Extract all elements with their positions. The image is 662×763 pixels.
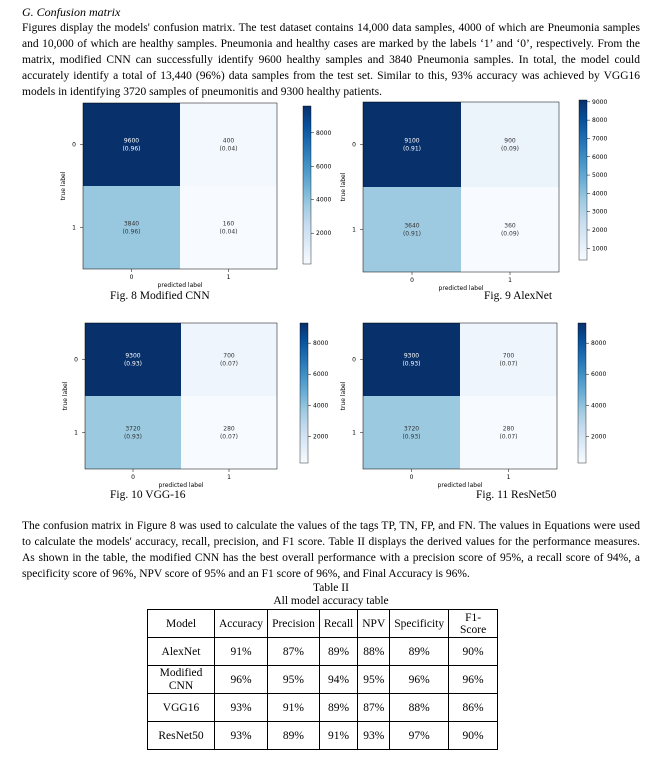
y-tick-label: 0 xyxy=(72,141,76,149)
header-cell: Specificity xyxy=(390,610,449,638)
cell-ratio-label: (0.04) xyxy=(219,145,238,153)
colorbar xyxy=(300,323,308,463)
header-cell: F1-Score xyxy=(449,610,498,638)
colorbar-tick-label: 4000 xyxy=(313,402,329,410)
cell-ratio-label: (0.07) xyxy=(219,360,239,368)
colorbar-tick-label: 6000 xyxy=(591,371,607,379)
table-cell: 93% xyxy=(215,722,268,750)
table-cell: AlexNet xyxy=(148,638,215,666)
x-tick-label: 0 xyxy=(129,274,134,281)
colorbar-tick-label: 2000 xyxy=(316,230,332,238)
cell-count-label: 360 xyxy=(504,222,516,230)
cell-count-label: 280 xyxy=(223,425,235,433)
cell-ratio-label: (0.96) xyxy=(122,228,141,236)
table-cell: 93% xyxy=(215,694,268,722)
colorbar-tick-label: 6000 xyxy=(592,153,608,161)
table-row xyxy=(148,694,498,722)
table-cell: 88% xyxy=(390,694,449,722)
colorbar-tick-label: 2000 xyxy=(591,433,607,441)
cell-count-label: 9600 xyxy=(123,137,140,145)
y-axis-label: true label xyxy=(340,172,347,202)
x-axis-label: predicted label xyxy=(158,482,204,489)
table-cell: 90% xyxy=(449,638,498,666)
intro-paragraph: Figures display the models' confusion matrix. The test dataset contains 14,000 data samples, 4000 of which are Pneumonia samples and 10,000 of which are healthy samples. Pneumonia and healthy cases are marked by the labels ‘1’ and ‘0’, respectively. From the matrix, modified CNN can successfully identify 9600 healthy samples and 3840 Pneumonia samples. In total, the model could accurately identify a total of 13,440 (96%) data samples from the test set. Similar to this, 93% accuracy was achieved by VGG16 models in identifying 3720 samples of pneumonitis and 9300 healthy patients. xyxy=(22,22,640,98)
colorbar-tick-label: 2000 xyxy=(313,433,329,441)
colorbar-tick-label: 9000 xyxy=(592,98,608,106)
matrix-cell xyxy=(85,396,181,469)
colorbar xyxy=(579,100,587,260)
cell-count-label: 400 xyxy=(222,137,235,145)
confusion-matrix-resnet50 xyxy=(333,318,608,490)
table-cell: 91% xyxy=(215,638,268,666)
confusion-matrix-alexnet xyxy=(333,98,608,292)
cell-count-label: 9100 xyxy=(404,137,420,145)
colorbar-tick-label: 8000 xyxy=(313,340,329,348)
x-tick-label: 1 xyxy=(508,277,512,284)
colorbar-tick-label: 6000 xyxy=(316,163,332,171)
colorbar-tick-label: 2000 xyxy=(592,226,608,234)
matrix-cell xyxy=(180,186,277,269)
cell-ratio-label: (0.93) xyxy=(123,433,143,441)
cell-ratio-label: (0.09) xyxy=(500,145,520,153)
cell-ratio-label: (0.93) xyxy=(402,360,421,368)
matrix-cell xyxy=(85,323,181,396)
x-tick-label: 1 xyxy=(506,474,511,481)
colorbar-tick-label: 4000 xyxy=(592,190,608,198)
colorbar-tick-label: 7000 xyxy=(592,135,608,143)
cell-ratio-label: (0.04) xyxy=(219,228,238,236)
header-cell: Model xyxy=(148,610,215,638)
x-tick-label: 0 xyxy=(131,474,135,481)
table-cell: 96% xyxy=(449,666,498,694)
cell-ratio-label: (0.91) xyxy=(402,145,422,153)
matrix-cell xyxy=(461,102,559,187)
header-cell: Accuracy xyxy=(215,610,268,638)
table-cell: 97% xyxy=(390,722,449,750)
cell-count-label: 160 xyxy=(222,220,235,228)
table-cell: 89% xyxy=(390,638,449,666)
table-row xyxy=(148,722,498,750)
y-tick-label: 1 xyxy=(74,429,78,437)
cell-count-label: 900 xyxy=(504,137,516,145)
table-cell: 86% xyxy=(449,694,498,722)
table-cell: 96% xyxy=(390,666,449,694)
colorbar xyxy=(578,323,586,463)
matrix-cell xyxy=(181,323,277,396)
matrix-cell xyxy=(363,187,461,272)
cell-ratio-label: (0.09) xyxy=(500,230,520,238)
cell-count-label: 700 xyxy=(502,352,515,360)
cell-ratio-label: (0.07) xyxy=(219,433,239,441)
cell-ratio-label: (0.07) xyxy=(499,433,518,441)
x-tick-label: 0 xyxy=(409,474,414,481)
table-cell: 89% xyxy=(319,694,357,722)
figure-caption: Fig. 11 ResNet50 xyxy=(476,489,557,501)
table-row xyxy=(148,666,498,694)
header-cell: NPV xyxy=(358,610,390,638)
table-cell: Modified CNN xyxy=(148,666,215,694)
cell-count-label: 700 xyxy=(223,352,235,360)
x-tick-label: 1 xyxy=(226,274,231,281)
table-cell: 87% xyxy=(268,638,320,666)
matrix-cell xyxy=(181,396,277,469)
cell-count-label: 280 xyxy=(502,425,515,433)
x-tick-label: 0 xyxy=(410,277,414,284)
matrix-cell xyxy=(180,103,277,186)
table-cell: 90% xyxy=(449,722,498,750)
y-tick-label: 0 xyxy=(352,141,356,149)
y-tick-label: 0 xyxy=(352,356,356,364)
matrix-cell xyxy=(363,396,460,469)
y-tick-label: 1 xyxy=(352,226,356,234)
matrix-cell xyxy=(460,396,557,469)
colorbar-tick-label: 8000 xyxy=(316,129,332,137)
table-cell: 93% xyxy=(358,722,390,750)
table-cell: 96% xyxy=(215,666,268,694)
cell-ratio-label: (0.91) xyxy=(402,230,422,238)
y-tick-label: 0 xyxy=(74,356,78,364)
header-cell: Precision xyxy=(268,610,320,638)
matrix-cell xyxy=(363,102,461,187)
table-cell: 91% xyxy=(319,722,357,750)
table-cell: 95% xyxy=(358,666,390,694)
figure-caption: Fig. 10 VGG-16 xyxy=(110,489,186,501)
section-heading: G. Confusion matrix xyxy=(22,5,121,19)
cell-count-label: 3840 xyxy=(123,220,140,228)
table-cell: 95% xyxy=(268,666,320,694)
matrix-cell xyxy=(363,323,460,396)
figure-caption: Fig. 8 Modified CNN xyxy=(110,290,210,302)
cell-ratio-label: (0.93) xyxy=(402,433,421,441)
table-cell: 89% xyxy=(268,722,320,750)
cell-ratio-label: (0.07) xyxy=(499,360,518,368)
colorbar-tick-label: 8000 xyxy=(592,117,608,125)
colorbar-tick-label: 5000 xyxy=(592,172,608,180)
x-axis-label: predicted label xyxy=(157,282,203,289)
matrix-cell xyxy=(460,323,557,396)
matrix-cell xyxy=(83,186,180,269)
table-cell: 91% xyxy=(268,694,320,722)
cell-count-label: 3720 xyxy=(125,425,141,433)
table-cell: 87% xyxy=(358,694,390,722)
cell-count-label: 3720 xyxy=(403,425,420,433)
table-title: All model accuracy table xyxy=(273,595,389,607)
cell-count-label: 3640 xyxy=(404,222,420,230)
x-tick-label: 1 xyxy=(227,474,231,481)
y-tick-label: 1 xyxy=(72,224,76,232)
colorbar-tick-label: 1000 xyxy=(592,245,608,253)
colorbar-tick-label: 4000 xyxy=(591,402,607,410)
cell-count-label: 9300 xyxy=(125,352,141,360)
table-row xyxy=(148,638,498,666)
confusion-matrix-vgg16 xyxy=(55,318,330,490)
table-cell: ResNet50 xyxy=(148,722,215,750)
figure-caption: Fig. 9 AlexNet xyxy=(484,290,553,302)
confusion-matrix-modified-cnn xyxy=(55,98,330,288)
x-axis-label: predicted label xyxy=(438,285,484,292)
y-axis-label: true label xyxy=(340,381,347,411)
cell-ratio-label: (0.96) xyxy=(122,145,141,153)
table-header-row xyxy=(148,610,498,638)
colorbar-tick-label: 3000 xyxy=(592,208,608,216)
header-cell: Recall xyxy=(319,610,357,638)
x-axis-label: predicted label xyxy=(437,482,483,489)
colorbar xyxy=(303,106,311,264)
y-axis-label: true label xyxy=(60,171,67,201)
table-cell: VGG16 xyxy=(148,694,215,722)
table-cell: 88% xyxy=(358,638,390,666)
y-axis-label: true label xyxy=(62,381,69,411)
matrix-cell xyxy=(461,187,559,272)
y-tick-label: 1 xyxy=(352,429,356,437)
colorbar-tick-label: 4000 xyxy=(316,196,332,204)
matrix-cell xyxy=(83,103,180,186)
table-cell: 89% xyxy=(319,638,357,666)
table-cell: 94% xyxy=(319,666,357,694)
cell-count-label: 9300 xyxy=(403,352,420,360)
table-number: Table II xyxy=(313,582,349,594)
colorbar-tick-label: 6000 xyxy=(313,371,329,379)
results-paragraph: The confusion matrix in Figure 8 was used to calculate the values of the tags TP, TN, FP, and FN. The values in Equations were used to calculate the models' accuracy, recall, precision, and F1 score. Table II displays the derived values for the performance measures. As shown in the table, the modified CNN has the best overall performance with a precision score of 95%, a recall score of 94%, a specificity score of 96%, NPV score of 95% and an F1 score of 96%, and Final Accuracy is 96%. xyxy=(22,520,640,580)
colorbar-tick-label: 8000 xyxy=(591,340,607,348)
accuracy-table xyxy=(147,609,498,750)
cell-ratio-label: (0.93) xyxy=(123,360,143,368)
